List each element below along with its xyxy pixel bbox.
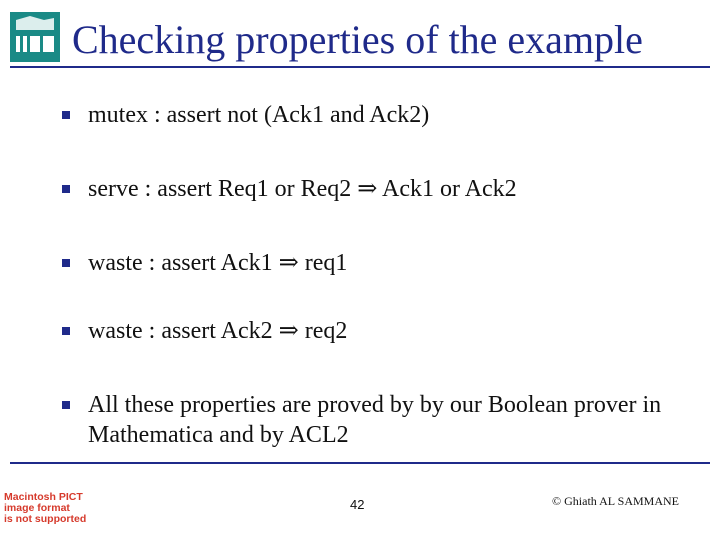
title-divider bbox=[10, 66, 710, 68]
bullet-mark bbox=[62, 401, 70, 409]
bullet-waste-ack1 bbox=[62, 248, 347, 278]
pict-notice-line: Macintosh PICT bbox=[4, 491, 83, 503]
bullet-text: waste : assert Ack1 ⇒ req1 bbox=[88, 250, 348, 276]
bullet-serve bbox=[62, 174, 517, 204]
iima-logo-icon bbox=[10, 12, 60, 62]
bullet-text: All these properties are proved by by our Boolean prover in Mathematica and by ACL2 bbox=[88, 392, 662, 448]
copyright-notice: © Ghiath AL SAMMANE bbox=[552, 494, 680, 508]
slide-title: Checking properties of the example bbox=[72, 17, 643, 62]
bullet-text: serve : assert Req1 or Req2 ⇒ Ack1 or Ack2 bbox=[88, 176, 517, 202]
bullet-text: waste : assert Ack2 ⇒ req2 bbox=[88, 318, 348, 344]
bullet-mark bbox=[62, 327, 70, 335]
logo-graphic bbox=[10, 12, 60, 62]
bullet-mark bbox=[62, 111, 70, 119]
pict-unsupported-notice bbox=[4, 492, 134, 525]
pict-notice-line: image format bbox=[4, 502, 70, 514]
page-number: 42 bbox=[350, 497, 365, 512]
bullet-proof-summary bbox=[62, 390, 682, 450]
bullet-mutex bbox=[62, 100, 429, 130]
bullet-text: mutex : assert not (Ack1 and Ack2) bbox=[88, 102, 430, 128]
pict-notice-line: is not supported bbox=[4, 513, 87, 525]
footer-divider bbox=[10, 462, 710, 464]
bullet-mark bbox=[62, 185, 70, 193]
bullet-mark bbox=[62, 259, 70, 267]
bullet-waste-ack2 bbox=[62, 316, 347, 346]
